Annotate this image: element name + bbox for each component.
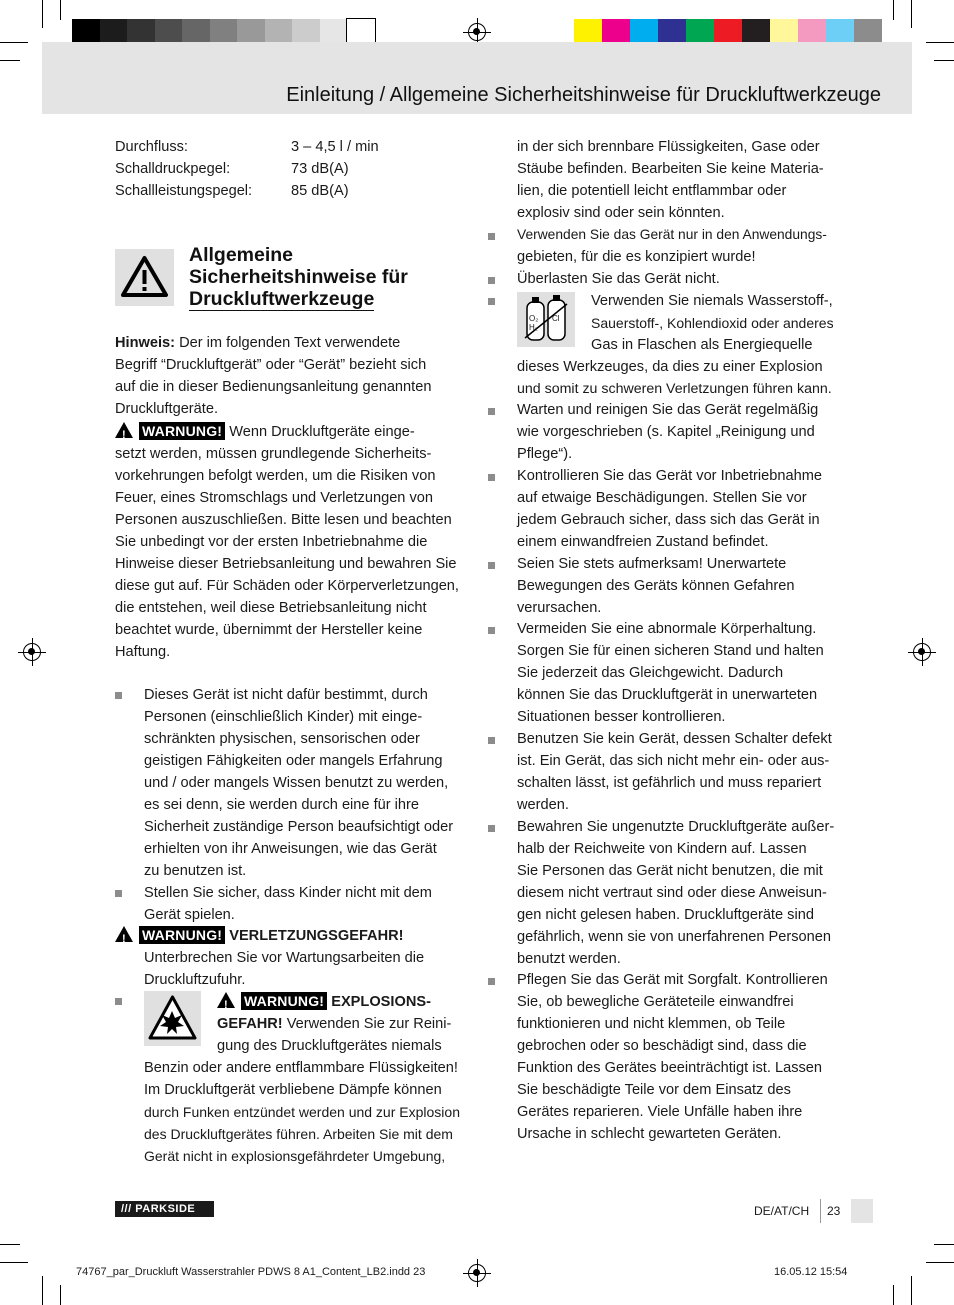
bullet-icon (115, 890, 122, 897)
text-line: gefährlich, wenn sie von unerfahrenen Personen (517, 929, 831, 945)
crop-mark (893, 0, 894, 20)
spec-label: Schalldruckpegel: (115, 161, 231, 177)
text-line: können Sie das Druckluftgerät in unerwarteten (517, 687, 818, 703)
text-line: schalten lässt, ist gefährlich und muss repariert (517, 775, 822, 791)
registration-mark-icon (913, 643, 931, 661)
registration-mark-icon (468, 23, 486, 41)
text-line: Sie jederzeit das Gleichgewicht. Dadurch (517, 665, 784, 681)
text-line: Personen (einschließlich Kinder) mit einge- (144, 709, 423, 725)
text-line: schränkten physischen, sensorischen oder (144, 731, 420, 747)
warning-title: EXPLOSIONS- (327, 994, 431, 1010)
text-line: erhielten von ihr Anweisungen, wie das Gerät (144, 841, 437, 857)
warning-title: VERLETZUNGSGEFAHR! (225, 928, 404, 944)
gas-cylinders-icon (517, 292, 575, 347)
text-line: Begriff “Druckluftgerät” oder “Gerät” bezieht sich (115, 357, 427, 373)
list-item (517, 465, 847, 553)
text-line: beachtet wurde, übernimmt der Hersteller keine (115, 622, 423, 638)
list-item (144, 882, 467, 926)
text-line: Gerät nicht in explosionsgefährdeter Umgebung, (144, 1148, 446, 1164)
crop-mark (934, 60, 954, 61)
list-item (144, 684, 467, 882)
warning-badge: WARNUNG! (139, 926, 225, 944)
text-line: des Druckluftgerätes führen. Arbeiten Sie mit dem (144, 1126, 453, 1142)
icon-label: Cl (552, 314, 560, 323)
icon-label: H₂ (529, 323, 538, 332)
section-heading-line: Druckluftwerkzeuge (189, 288, 375, 310)
text-line: dieses Werkzeuges, da dies zu einer Explosion (517, 359, 823, 375)
text-line: Sorgen Sie für einen sicheren Stand und halten (517, 643, 824, 659)
text-line: Verwenden Sie zur Reini- (282, 1016, 452, 1032)
text-line: lien, die potentiell leicht entflammbar oder (517, 183, 787, 199)
text-line: werden. (517, 797, 569, 813)
text-line: Stellen Sie sicher, dass Kinder nicht mit dem (144, 885, 432, 901)
explosion-warning-head (217, 991, 467, 1057)
text-line: Sie Personen das Gerät nicht benutzen, die mit (517, 863, 823, 879)
page-number: 23 (827, 1204, 841, 1218)
crop-mark (926, 1262, 954, 1263)
text-line: durch Funken entzündet werden und zur Explosion (144, 1104, 460, 1120)
icon-label: O₂ (529, 314, 539, 323)
text-line: Vermeiden Sie eine abnormale Körperhaltung. (517, 621, 817, 637)
text-line: Druckluftzufuhr. (144, 972, 246, 988)
text-line: Sauerstoff-, Kohlendioxid oder anderes (591, 315, 834, 331)
injury-warning-text (144, 947, 467, 991)
spec-label: Schallleistungspegel: (115, 183, 253, 199)
text-line: Sie unbedingt vor der ersten Inbetriebnahme die (115, 534, 428, 550)
bullet-icon (488, 298, 495, 305)
text-line: Wenn Druckluftgeräte einge- (225, 424, 415, 440)
warning-triangle-icon (115, 926, 133, 942)
section-heading-line: Sicherheitshinweise für (189, 266, 408, 288)
parkside-logo (115, 1201, 214, 1217)
text-line: Situationen besser kontrollieren. (517, 709, 726, 725)
registration-mark-icon (468, 1264, 486, 1282)
list-item (517, 399, 847, 465)
bullet-icon (115, 692, 122, 699)
bullet-icon (488, 627, 495, 634)
text-line: benutzt werden. (517, 951, 621, 967)
list-item (517, 728, 847, 816)
bullet-icon (488, 277, 495, 284)
text-line: diese gut auf. Für Schäden oder Körperverletzungen, (115, 578, 459, 594)
slug-file: 74767_par_Druckluft Wasserstrahler PDWS 8 A1_Content_LB2.indd 23 (76, 1266, 426, 1278)
warning-badge: WARNUNG! (241, 992, 327, 1010)
text-line: auf etwaige Beschädigungen. Stellen Sie vor (517, 490, 807, 506)
locale-label: DE/AT/CH (754, 1204, 810, 1218)
bullet-icon (488, 408, 495, 415)
text-line: gebrochen oder so beschädigt sind, dass die (517, 1038, 807, 1054)
text-line: Sie beschädigte Teile vor dem Einsatz des (517, 1082, 791, 1098)
gas-item-text (517, 356, 847, 400)
crop-mark (911, 0, 912, 28)
text-line: Unterbrechen Sie vor Wartungsarbeiten die (144, 950, 425, 966)
text-line: einem einwandfreien Zustand befindet. (517, 534, 769, 550)
text-line: Kontrollieren Sie das Gerät vor Inbetriebnahme (517, 468, 823, 484)
text-line: geistigen Fähigkeiten oder mangels Erfahrung (144, 753, 443, 769)
text-line: Bewahren Sie ungenutzte Druckluftgeräte außer- (517, 819, 835, 835)
text-line: Bewegungen des Geräts können Gefahren (517, 578, 795, 594)
text-line: Hinweise dieser Betriebsanleitung und bewahren Sie (115, 556, 457, 572)
crop-mark (42, 0, 43, 28)
text-line: Gerät spielen. (144, 907, 235, 923)
spec-value: 73 dB(A) (291, 161, 349, 177)
text-line: halb der Reichweite von Kindern auf. Lassen (517, 841, 807, 857)
brand-text: /// PARKSIDE (121, 1203, 196, 1215)
list-item (517, 618, 847, 728)
text-line: die entstehen, weil diese Betriebsanleitung nicht (115, 600, 427, 616)
explosion-warning-text (144, 1057, 467, 1167)
text-line: Funktion des Gerätes beeinträchtigt ist. Lassen (517, 1060, 823, 1076)
text-line: Druckluftgeräte. (115, 401, 219, 417)
warning-triangle-icon (115, 249, 174, 306)
crop-mark (0, 1244, 20, 1245)
section-heading-line: Allgemeine (189, 244, 294, 266)
bullet-icon (488, 233, 495, 240)
crop-mark (0, 60, 20, 61)
text-line: Sie, ob bewegliche Geräteteile einwandfrei (517, 994, 794, 1010)
text-line: gebieten, für die es konzipiert wurde! (517, 249, 756, 265)
section-heading (189, 244, 408, 311)
text-line: Dieses Gerät ist nicht dafür bestimmt, durch (144, 687, 428, 703)
text-line: wie vorgeschrieben (s. Kapitel „Reinigung und (517, 424, 815, 440)
bullet-icon (488, 562, 495, 569)
text-line: Warten und reinigen Sie das Gerät regelmäßig (517, 402, 819, 418)
text-line: Verwenden Sie niemals Wasserstoff-, (591, 293, 833, 309)
crop-mark (60, 1285, 61, 1305)
crop-mark (926, 42, 954, 43)
text-line: in der sich brennbare Flüssigkeiten, Gase oder (517, 139, 820, 155)
text-line: Verwenden Sie das Gerät nur in den Anwendungs- (517, 227, 827, 242)
registration-mark-icon (23, 643, 41, 661)
text-line: explosiv sind oder sein könnten. (517, 205, 725, 221)
injury-warning (115, 925, 467, 947)
page-title: Einleitung / Allgemeine Sicherheitshinweise für Druckluftwerkzeuge (286, 84, 881, 106)
bullet-icon (488, 474, 495, 481)
crop-mark (934, 1244, 954, 1245)
crop-mark (0, 1262, 28, 1263)
spec-value: 85 dB(A) (291, 183, 349, 199)
text-line: ist. Ein Gerät, das sich nicht mehr ein- oder aus- (517, 753, 830, 769)
text-line: setzt werden, müssen grundlegende Sicherheits- (115, 446, 432, 462)
text-line: diesem nicht vertraut sind oder diese Anweisun- (517, 885, 827, 901)
bullet-icon (488, 737, 495, 744)
text-line: Feuer, eines Stromschlags und Verletzungen von (115, 490, 434, 506)
text-line: jedem Gebrauch sicher, dass sich das Gerät in (517, 512, 820, 528)
warning-title: GEFAHR! (217, 1016, 283, 1032)
continued-paragraph (517, 136, 847, 224)
warning-paragraph (115, 421, 467, 663)
text-line: Benzin oder andere entflammbare Flüssigkeiten! (144, 1060, 458, 1076)
text-line: Personen auszuschließen. Bitte lesen und beachten (115, 512, 452, 528)
text-line: verursachen. (517, 600, 602, 616)
text-line: gung des Druckluftgerätes niemals (217, 1038, 442, 1054)
text-line: Gas in Flaschen als Energiequelle (591, 337, 813, 353)
text-line: Überlasten Sie das Gerät nicht. (517, 271, 720, 287)
gas-item-text (591, 290, 851, 356)
spec-value: 3 – 4,5 l / min (291, 139, 379, 155)
text-line: Gerätes reparieren. Viele Unfälle haben ihre (517, 1104, 803, 1120)
text-line: zu benutzen ist. (144, 863, 247, 879)
explosion-icon (144, 991, 201, 1046)
text-line: Pflegen Sie das Gerät mit Sorgfalt. Kontrollieren (517, 972, 828, 988)
text-line: Ursache in schlecht gewarteten Geräten. (517, 1126, 782, 1142)
hinweis-paragraph (115, 332, 467, 420)
text-line: funktionieren und nicht klemmen, ob Teile (517, 1016, 786, 1032)
hinweis-label: Hinweis: (115, 335, 176, 351)
warning-triangle-icon (115, 422, 133, 438)
crop-mark (911, 1276, 912, 1305)
text-line: Im Druckluftgerät verbliebene Dämpfe können (144, 1082, 442, 1098)
text-line: es sei denn, sie werden durch eine für ihre (144, 797, 420, 813)
list-item (517, 816, 847, 970)
text-line: und / oder mangels Wissen benutzt zu werden, (144, 775, 449, 791)
bullet-icon (488, 978, 495, 985)
crop-mark (0, 42, 28, 43)
list-item (517, 224, 847, 268)
footer-divider (820, 1199, 821, 1223)
crop-mark (60, 0, 61, 20)
warning-badge: WARNUNG! (139, 422, 225, 440)
bullet-icon (488, 825, 495, 832)
bullet-icon (115, 998, 122, 1005)
spec-label: Durchfluss: (115, 139, 188, 155)
text-line: Sicherheit zuständige Person beaufsichtigt oder (144, 819, 454, 835)
crop-mark (42, 1276, 43, 1305)
text-line: gen nicht gelesen haben. Druckluftgeräte sind (517, 907, 814, 923)
text-line: Benutzen Sie kein Gerät, dessen Schalter defekt (517, 731, 832, 747)
slug-date: 16.05.12 15:54 (774, 1266, 848, 1278)
text-line: Haftung. (115, 644, 171, 660)
text-line: auf die in dieser Bedienungsanleitung genannten (115, 379, 432, 395)
page-tab (851, 1199, 873, 1223)
crop-mark (893, 1285, 894, 1305)
list-item (517, 268, 847, 290)
warning-triangle-icon (217, 992, 235, 1008)
list-item (517, 553, 847, 619)
list-item (517, 969, 847, 1145)
text-line: Pflege“). (517, 446, 573, 462)
text-line: Der im folgenden Text verwendete (175, 335, 401, 351)
text-line: Seien Sie stets aufmerksam! Unerwartete (517, 556, 787, 572)
text-line: und somit zu schweren Verletzungen führen kann. (517, 381, 832, 397)
text-line: vorkehrungen befolgt werden, um die Risiken von (115, 468, 436, 484)
text-line: Stäube befinden. Bearbeiten Sie keine Materia- (517, 161, 824, 177)
